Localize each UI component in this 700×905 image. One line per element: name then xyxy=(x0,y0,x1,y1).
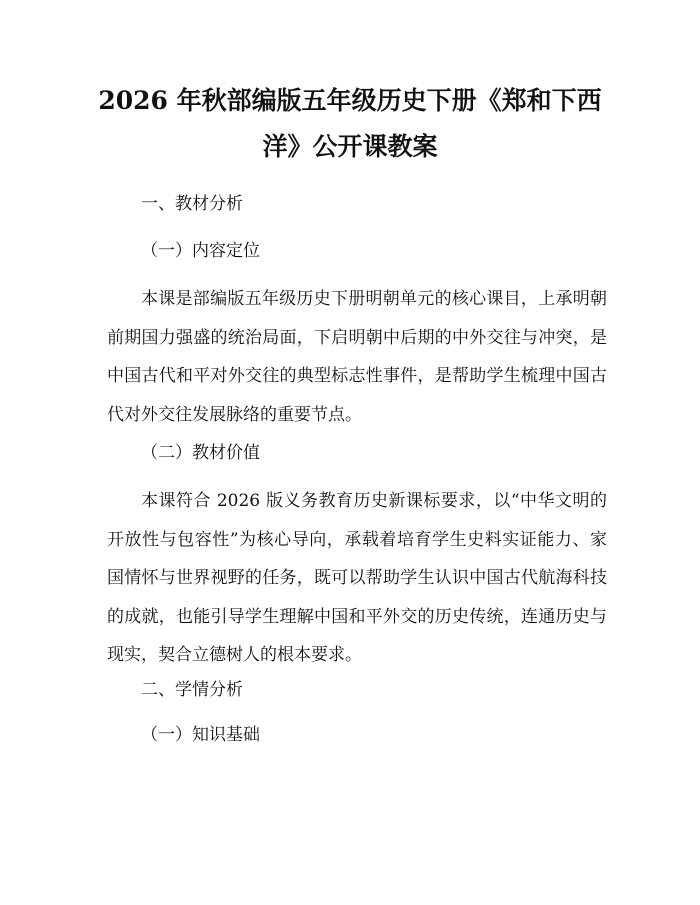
section-heading-student-analysis: 二、学情分析 xyxy=(141,680,243,700)
paragraph-textbook-value: 本课符合 2026 版义务教育历史新课标要求，以“中华文明的开放性与包容性”为核心导向，承载着培育学生史料实证能力、家国情怀与世界视野的任务，既可以帮助学生认识中国古代航海科技的成就，也能引导学生理解中国和平外交的历史传统，连通历史与现实，契合立德树人的根本要求。 xyxy=(107,491,607,665)
paragraph-content-positioning: 本课是部编版五年级历史下册明朝单元的核心课目，上承明朝前期国力强盛的统治局面，下启明朝中后期的中外交往与冲突，是中国古代和平对外交往的典型标志性事件，是帮助学生梳理中国古代对外交往发展脉络的重要节点。 xyxy=(107,289,607,425)
section-heading-textbook-analysis: 一、教材分析 xyxy=(141,194,243,214)
subheading-textbook-value: （二）教材价值 xyxy=(141,443,260,463)
title-line-2: 洋》公开课教案 xyxy=(262,132,438,161)
subheading-content-positioning: （一）内容定位 xyxy=(141,241,260,261)
title-line-1: 2026 年秋部编版五年级历史下册《郑和下西 xyxy=(98,86,602,115)
subheading-knowledge-base: （一）知识基础 xyxy=(141,725,260,745)
document-title xyxy=(95,78,605,170)
